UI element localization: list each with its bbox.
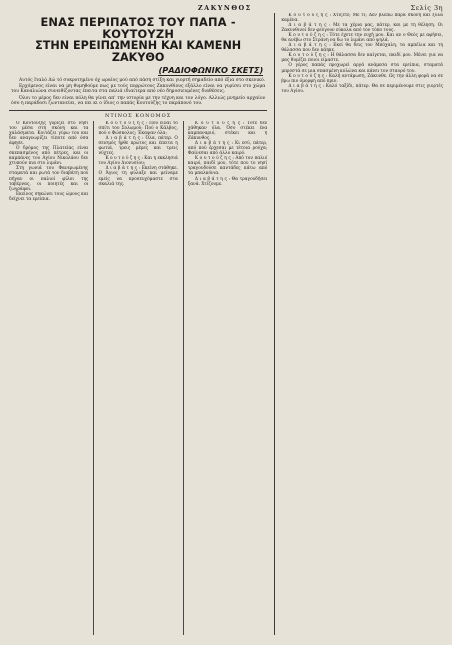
article-intro <box>11 78 265 107</box>
dialogue-paragraph: Δ ι α β ά τ η ς : Εκεί θα δεις τον Μπόχαλη, τα αμπέλια και τη θάλασσα που δεν κάηκε. <box>281 43 443 54</box>
dialogue-paragraph: Κ ο υ τ ο ύ ζ η ς : Καλή αντάμωση, Ζάκυνθε. Ως την άλλη φορά να σε βρω πιο όμορφη από πριν. <box>281 73 443 84</box>
text-column-3 <box>183 121 267 635</box>
right-column <box>274 13 443 635</box>
column-paragraph: Κ ο υ τ ο ύ ζ η ς : Πού είναι το σπίτι του Σολωμού; Πού ο Κάλβος, πού ο Φώσκολος; Έκαψαν όλα; <box>98 121 178 137</box>
column-paragraph: Ο δρόμος της Πλατείας είναι σκεπασμένος από πέτρες, και οι καμπάνες του Αγίου Νικολάου δεν χτυπούν πια στο λιμάνι. <box>9 146 89 167</box>
dialogue-paragraph: Ο γέρος παπάς προχωρεί αργά ανάμεσα στα ερείπια, σταματά μπροστά σε μια σπασμένη κολώνα και κάνει τον σταυρό του. <box>281 63 443 74</box>
column-paragraph: Δ ι α β ά τ η ς : Εκείνη στάθηκε. Ο Άγιος τη φύλαξε και μείναμε εμείς να προσευχόμαστε στα σκαλιά της. <box>98 166 178 187</box>
dialogue-paragraph: Δ ι α β ά τ η ς : Με τα χέρια μας, πάτερ, και με τη θέληση. Οι Ζακυνθινοί δεν φεύγουν εύκολα από τον τόπο τους. <box>281 23 443 34</box>
article-subtitle <box>9 65 263 75</box>
article-main <box>9 13 267 635</box>
intro-paragraph: Αυτός Ιταλό Δώ τό συκροτημένο όχ ωραίος μού από πάση στίξη και γιορτή σημαδείο από έξια στο σκενικό. <box>19 78 266 83</box>
page-body <box>9 13 443 635</box>
text-column-2 <box>93 121 177 635</box>
column-paragraph: Δ ι α β ά τ η ς : Θα τραγουδήσει ξανά. Χτίζουμε. <box>187 176 268 187</box>
column-paragraph: Δ ι α β ά τ η ς : Κι εσύ, πάτερ, από πού έρχεσαι με τέτοια ρούχα; Φαίνεσαι από άλλο καιρό. <box>187 141 268 157</box>
dialogue-paragraph: Κ ο υ τ ο ύ ζ η ς : Τότε έχετε την ευχή μου. Και αν ο Θεός με αφήσει, θα ανέβω στο Στράνη να δω το λιμάνι από ψηλά. <box>281 33 443 44</box>
headline-line-2: ΣΤΗΝ ΕΡΕΙΠΩΜΕΝΗ ΚΑΙ ΚΑΜΕΝΗ ΖΑΚΥΘΟ <box>35 39 242 64</box>
dialogue-paragraph: Δ ι α β ά τ η ς : Καλό ταξίδι, πάτερ. Θα σε περιμένουμε στις γιορτές του Αγίου. <box>281 83 443 94</box>
subtitle-text: (ΡΑΔΙΟΦΩΝΙΚΟ ΣΚΕΤΣ) <box>158 65 264 75</box>
author-signature: ΝΤΙΝΟΣ ΚΟΝΟΜΟΣ <box>9 110 267 119</box>
article-columns <box>9 121 267 635</box>
column-paragraph: Δ ι α β ά τ η ς : Όλα, πάτερ. Ο σεισμός ήρθε πρώτος και έπειτα η φωτιά, τρεις μέρες και τρεις νύχτες. <box>98 136 178 157</box>
article-headline <box>9 17 267 63</box>
text-column-1 <box>9 121 88 635</box>
dialogue-paragraph: Κ ο υ τ ο ύ ζ η ς : Χτίζετε; Με τι; Δεν βλέπω παρά σκόνη και ξύλα καμένα. <box>281 13 443 24</box>
column-paragraph: Κ ο υ τ ο ύ ζ η ς : Από τον παλιό καιρό, παιδί μου, τότε που το νησί τραγουδούσε καντάδες κάτω από τα μπαλκόνια. <box>187 156 268 177</box>
page-number: Σελίς 3η <box>410 4 443 12</box>
column-paragraph: Στη γωνιά του Φανερωμένης σταματά και ρωτά τον διαβάτη πού πήγαν οι παλιοί φίλοι της ταβέρνας, οι ποιητές και οι ζωγράφοι. <box>9 166 89 192</box>
headline-line-1: ΕΝΑΣ ΠΕΡΙΠΑΤΟΣ ΤΟΥ ΠΑΠΑ - ΚΟΥΤΟΥΖΗ <box>40 15 236 41</box>
dialogue-paragraph: Κ ο υ τ ο ύ ζ η ς : Η θάλασσα δεν καίγεται, παιδί μου. Μένει για να μας θυμίζει ποιοι είμαστε. <box>281 53 443 64</box>
column-paragraph: Κ ο υ τ ο ύ ζ η ς : Τότε δεν χάθηκαν όλα. Όσο στέκει ένα καμπαναριό, στέκει και η Ζάκυνθος. <box>187 121 268 142</box>
column-paragraph: Ο Κουτούζης γυρίζει στο νησί του μέσα στη σκόνη και τα χαλάσματα. Κοιτάζει γύρω του και δεν αναγνωρίζει τίποτε από όσα άφησε. <box>9 121 89 147</box>
right-column-text <box>281 13 443 635</box>
column-paragraph: Εκείνος σηκώνει τους ώμους και δείχνει τα ερείπια. <box>9 191 89 202</box>
running-header <box>9 4 443 13</box>
intro-paragraph: Ερχόμενος είναι να μη θυμηθούμε πως με τούς πορρώτους Ζακυνθίους εξάλλο είναι να γυρίσει στο χώμα του Καναλιώνα συνειθίζοντας έπειτα στα παλιά ιδιαίτερα από νέο δημοσιευμένες διαθέσεις. <box>11 84 266 95</box>
newspaper-title: ΖΑΚΥΝΘΟΣ <box>197 4 252 12</box>
column-paragraph: Κ ο υ τ ο ύ ζ η ς : Και η εκκλησιά του Αγίου Διονυσίου; <box>98 156 178 167</box>
intro-paragraph: Όλοι το μέρος δεν είναι πόλη θα γίνει απ' την ιστορία με την τέχνη και τον λόγο. Αλλιώς μνημείο αρχαίον όσο η παράδοσι ζωντανεύει, να πει κι ο ίδιος ο παπάς Κουτούζης το παράπονό του. <box>11 95 266 106</box>
